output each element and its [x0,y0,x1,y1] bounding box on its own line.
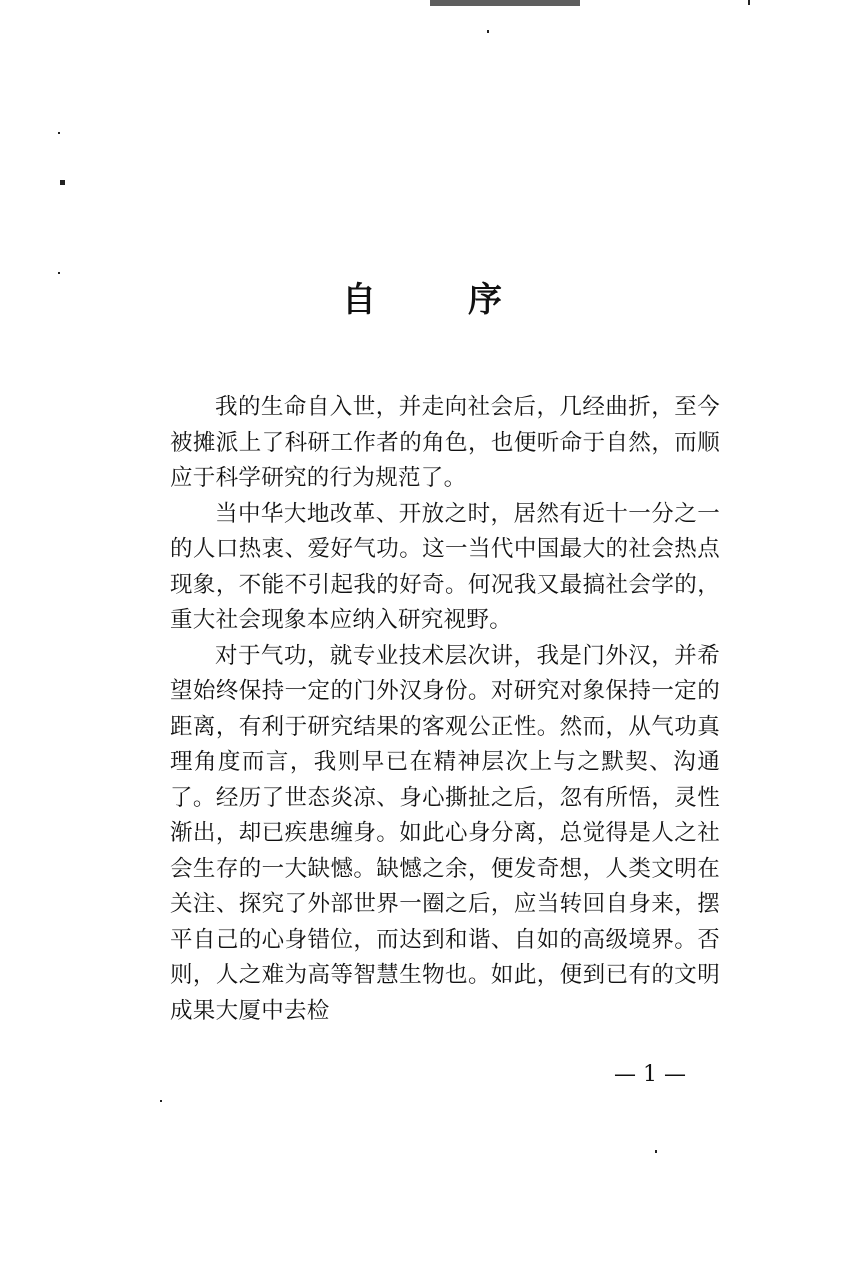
paragraph: 当中华大地改革、开放之时，居然有近十一分之一的人口热衷、爱好气功。这一当代中国最大的社会热点现象，不能不引起我的好奇。何况我又最搞社会学的，重大社会现象本应纳入研究视野。 [170,500,720,633]
scan-artifact [430,0,580,6]
page-number: — 1 — [614,1062,686,1087]
paragraph: 我的生命自入世，并走向社会后，几经曲折，至今被摊派上了科研工作者的角色，也便听命于自然，而顺应于科学研究的行为规范了。 [170,394,720,491]
scan-speck [655,1150,657,1153]
scan-speck [160,1100,162,1102]
scan-speck [58,132,60,134]
paragraph: 对于气功，就专业技术层次讲，我是门外汉，并希望始终保持一定的门外汉身份。对研究对象保持一定的距离，有利于研究结果的客观公正性。然而，从气功真理角度而言，我则早已在精神层次上与之默契、沟通了。经历了世态炎凉、身心撕扯之后，忽有所悟，灵性渐出，却已疾患缠身。如此心身分离，总觉得是人之社会生存的一大缺憾。缺憾之余，便发奇想，人类文明在关注、探究了外部世界一圈之后，应当转回自身来，摆平自己的心身错位，而达到和谐、自如的高级境界。否则，人之难为高等智慧生物也。如此，便到已有的文明成果大厦中去检 [170,642,720,1024]
scan-speck [487,30,489,33]
body-text [170,390,720,1029]
scan-speck [60,180,65,185]
page-title [0,272,844,321]
scan-speck [748,0,750,5]
title-char: 序 [468,280,502,320]
title-char: 自 [342,280,376,320]
